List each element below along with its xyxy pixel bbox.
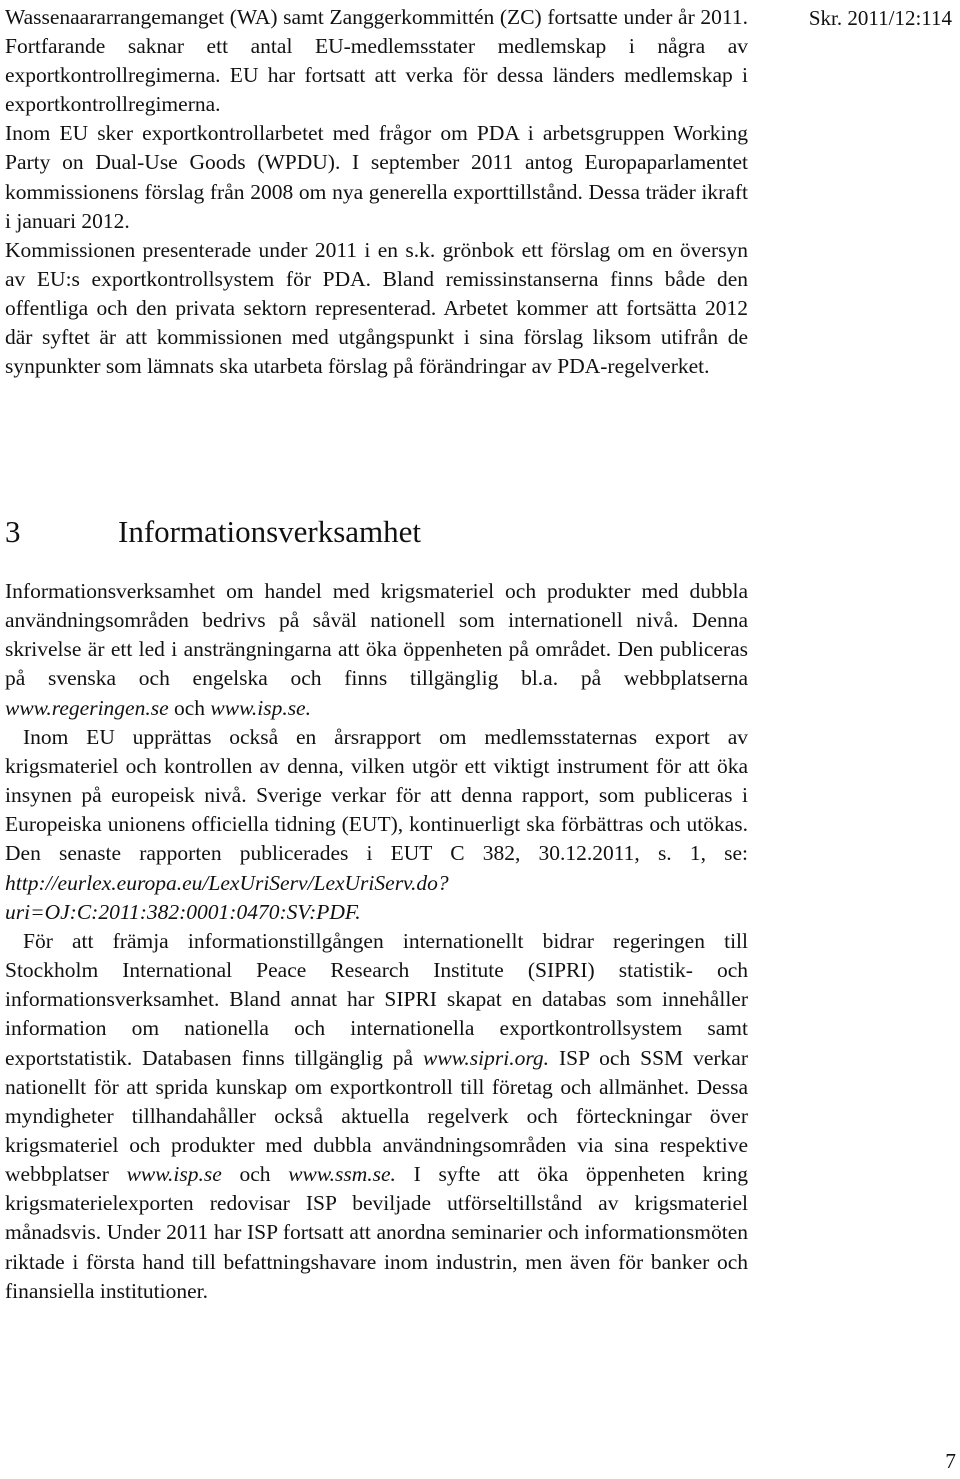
paragraph-sipri [5, 927, 748, 1306]
section-body [5, 577, 748, 1306]
document-reference: Skr. 2011/12:114 [808, 6, 952, 30]
section-number: 3 [5, 514, 21, 549]
link-ssm[interactable]: www.ssm.se. [288, 1162, 396, 1187]
link-sipri[interactable]: www.sipri.org. [423, 1045, 550, 1070]
link-regeringen[interactable]: www.regeringen.se [5, 695, 169, 720]
paragraph-text: I syfte att öka öppenheten kring krigsmaterielexporten redovisar ISP beviljade utförseltillstånd av krigsmateriel månadsvis. Under 2011 har ISP fortsatt att anordna seminarier och informationsmöten riktade i första hand till befattningshavare inom industrin, men även för banker och finansiella institutioner. [5, 1162, 748, 1303]
paragraph-green-paper: Kommissionen presenterade under 2011 i en s.k. grönbok ett förslag om en översyn av EU:s exportkontrollsystem för PDA. Bland remissinstanserna finns både den offentliga och den privata sektorn representerad. Arbetet kommer att fortsätta 2012 där syftet är att kommissionen med utgångspunkt i sina förslag liksom utifrån de synpunkter som lämnats ska utarbeta förslag på förändringar av PDA-regelverket. [5, 237, 748, 379]
paragraph-text: Informationsverksamhet om handel med krigsmateriel och produkter med dubbla användningsområden bedrivs på såväl nationell som internationell nivå. Denna skrivelse är ett led i ansträngningarna att öka öppenheten på området. Den publiceras på svenska och engelska och finns tillgänglig bl.a. på webbplatserna [5, 579, 748, 691]
paragraph-eu-report [5, 723, 748, 927]
page-number: 7 [945, 1449, 956, 1473]
paragraph-text: och [239, 1162, 271, 1187]
link-eurlex[interactable]: http://eurlex.europa.eu/LexUriServ/LexUriServ.do?uri=OJ:C:2011:382:0001:0470:SV:PDF. [5, 870, 449, 924]
section-heading [5, 510, 421, 554]
continued-text [5, 3, 748, 381]
link-isp[interactable]: www.isp.se. [210, 695, 311, 720]
paragraph-text: För att främja informationstillgången internationellt bidrar regeringen till Stockholm International Peace Research Institute (SIPRI) statistik- och informationsverksamhet. Bland annat har SIPRI skapat en databas som innehåller information om nationella och internationella exportkontrollsystem samt exportstatistik. Databasen finns tillgänglig på [5, 928, 748, 1070]
paragraph-information [5, 577, 748, 723]
paragraph-regime-membership: Wassenaararrangemanget (WA) samt Zanggerkommittén (ZC) fortsatte under år 2011. Fortfarande saknar ett antal EU-medlemsstater medlemskap i några av exportkontrollregimerna. EU har fortsatt att verka för dessa länders medlemskap i exportkontrollregimerna. [5, 5, 748, 117]
paragraph-text: ISP och SSM verkar nationellt för att sprida kunskap om exportkontroll till företag och allmänhet. Dessa myndigheter tillhandahåller också aktuella regelverk och förteckningar över krigsmateriel och produkter med dubbla användningsområden via sina respektive webbplatser [5, 1045, 748, 1187]
section-title: Informationsverksamhet [118, 514, 422, 549]
link-isp-2[interactable]: www.isp.se [126, 1162, 222, 1187]
paragraph-text: och [174, 695, 206, 720]
paragraph-wpdu: Inom EU sker exportkontrollarbetet med frågor om PDA i arbetsgruppen Working Party on Dual-Use Goods (WPDU). I september 2011 antog Europaparlamentet kommissionens förslag från 2008 om nya generella exporttillstånd. Dessa träder ikraft i januari 2012. [5, 121, 748, 233]
paragraph-text: Inom EU upprättas också en årsrapport om medlemsstaternas export av krigsmateriel och kontrollen av denna, vilken utgör ett viktigt instrument för att öka insynen på europeisk nivå. Sverige verkar för att denna rapport, som publiceras i Europeiska unionens officiella tidning (EUT), kontinuerligt ska förbättras och utökas. Den senaste rapporten publicerades i EUT C 382, 30.12.2011, s. 1, se: [5, 724, 748, 866]
